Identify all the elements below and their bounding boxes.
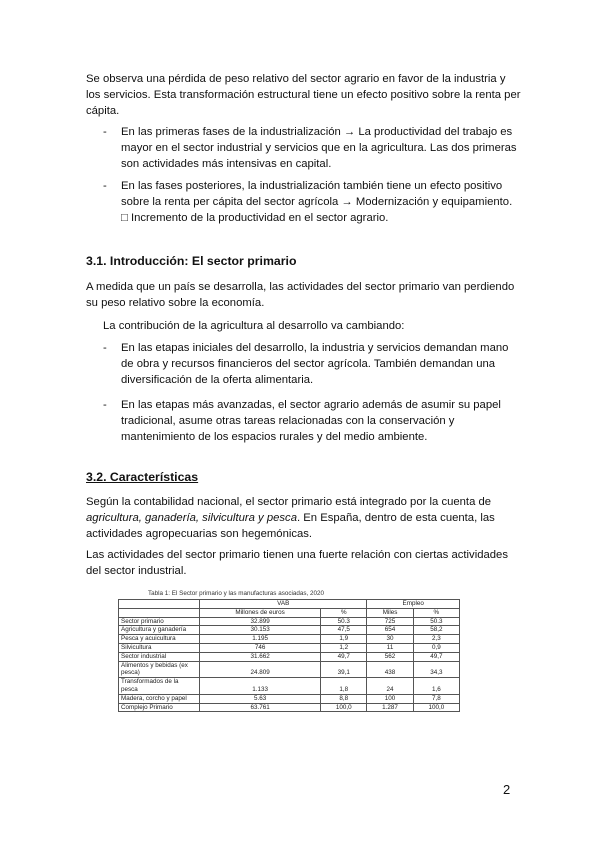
- text-line: actividades agropecuarias son hegemónicas.: [86, 528, 313, 540]
- table-cell: 63.761: [200, 703, 321, 712]
- section-heading-3-2: 3.2. Características: [86, 470, 199, 484]
- text-line: diversificación de la oferta alimentaria.: [121, 374, 314, 386]
- bullet-item: [121, 124, 521, 172]
- table-cell: 39,1: [321, 661, 367, 678]
- table-subheader: %: [413, 608, 459, 617]
- table-cell: 47,5: [321, 626, 367, 635]
- bullet-dash: -: [103, 399, 107, 411]
- text-line: su peso relativo sobre la economía.: [86, 297, 265, 309]
- row-label: Pesca y acuicultura: [119, 635, 200, 644]
- text-line: de obra y recursos financieros del sector agrícola. También demandan una: [121, 358, 496, 370]
- table-row: [119, 617, 460, 626]
- row-label: Sector industrial: [119, 652, 200, 661]
- table-cell: 1,6: [413, 678, 459, 695]
- table-cell: 1,9: [321, 635, 367, 644]
- table-cell: 31.662: [200, 652, 321, 661]
- table-cell: 8,8: [321, 694, 367, 703]
- table-cell: 746: [200, 643, 321, 652]
- table-corner-cell: [119, 608, 200, 617]
- table-cell: 562: [367, 652, 413, 661]
- table-group-header: Empleo: [367, 600, 460, 609]
- text-line: mayor en el sector industrial y servicios que en la agricultura. Las dos primeras: [121, 142, 517, 154]
- table-row: [119, 652, 460, 661]
- bullet-dash: -: [103, 180, 107, 192]
- table-cell: 1.195: [200, 635, 321, 644]
- table-cell: 30: [367, 635, 413, 644]
- data-table: [118, 599, 460, 712]
- table-row: [119, 661, 460, 678]
- table-cell: 0,9: [413, 643, 459, 652]
- row-label: Silvicultura: [119, 643, 200, 652]
- page-number: 2: [503, 782, 511, 797]
- table-group-header: VAB: [200, 600, 367, 609]
- bullet-item: [121, 178, 521, 226]
- text-line: En las primeras fases de la industrialización → La productividad del trabajo es: [121, 126, 513, 138]
- contribution-line: La contribución de la agricultura al desarrollo va cambiando:: [103, 320, 405, 332]
- table-row: [119, 678, 460, 695]
- row-label: Agricultura y ganadería: [119, 626, 200, 635]
- table-corner-cell: [119, 600, 200, 609]
- table-title: Tabla 1: El Sector primario y las manufacturas asociadas, 2020: [148, 590, 325, 597]
- section2-paragraph-1: [86, 494, 526, 542]
- text-line: cápita.: [86, 105, 120, 117]
- table-subheader: Miles: [367, 608, 413, 617]
- text-line: En las etapas más avanzadas, el sector agrario además de asumir su papel: [121, 399, 501, 411]
- table-cell: 725: [367, 617, 413, 626]
- table-cell: 1,8: [321, 678, 367, 695]
- table-cell: 2,3: [413, 635, 459, 644]
- table-cell: 50.3: [321, 617, 367, 626]
- row-label: Sector primario: [119, 617, 200, 626]
- table-row: [119, 703, 460, 712]
- table-cell: 49,7: [413, 652, 459, 661]
- row-label: Transformados de la pesca: [119, 678, 200, 695]
- text-line: del sector industrial.: [86, 565, 187, 577]
- text-line: En las fases posteriores, la industrialización también tiene un efecto positivo: [121, 180, 503, 192]
- table-cell: 49,7: [321, 652, 367, 661]
- bullet-item: [121, 397, 521, 445]
- table-cell: 58,2: [413, 626, 459, 635]
- text-span: . En España, dentro de esta cuenta, las: [296, 512, 495, 524]
- table-row: [119, 694, 460, 703]
- row-label: Alimentos y bebidas (ex pesca): [119, 661, 200, 678]
- table-row: [119, 643, 460, 652]
- table-cell: 654: [367, 626, 413, 635]
- text-line: sobre la renta per cápita del sector agrícola → Modernización y equipamiento.: [121, 196, 513, 208]
- text-line: tradicional, asume otras tareas relacionadas con la conservación y: [121, 415, 455, 427]
- bullet-item: [121, 340, 521, 388]
- text-line: Se observa una pérdida de peso relativo del sector agrario en favor de la industria y: [86, 73, 506, 85]
- table-cell: 34,3: [413, 661, 459, 678]
- text-line: Según la contabilidad nacional, el sector primario está integrado por la cuenta de: [86, 496, 492, 508]
- table-cell: 50.3: [413, 617, 459, 626]
- text-line: Las actividades del sector primario tienen una fuerte relación con ciertas actividades: [86, 549, 508, 561]
- text-line: A medida que un país se desarrolla, las actividades del sector primario van perdiendo: [86, 281, 515, 293]
- text-line: En las etapas iniciales del desarrollo, la industria y servicios demandan mano: [121, 342, 509, 354]
- text-line: [86, 510, 526, 526]
- table-row: [119, 626, 460, 635]
- table-cell: 1.133: [200, 678, 321, 695]
- table-cell: 100,0: [413, 703, 459, 712]
- table-cell: 100,0: [321, 703, 367, 712]
- table-cell: 7,8: [413, 694, 459, 703]
- text-line: □ Incremento de la productividad en el sector agrario.: [121, 212, 389, 224]
- bullet-dash: -: [103, 126, 107, 138]
- text-line: mantenimiento de los espacios rurales y del medio ambiente.: [121, 431, 428, 443]
- section-heading-3-1: 3.1. Introducción: El sector primario: [86, 254, 297, 268]
- table-cell: 438: [367, 661, 413, 678]
- table-subheader: Millones de euros: [200, 608, 321, 617]
- table-cell: 24: [367, 678, 413, 695]
- table-cell: 5.63: [200, 694, 321, 703]
- table-cell: 11: [367, 643, 413, 652]
- italic-accounts: agricultura, ganadería, silvicultura y pesca: [86, 512, 297, 524]
- table-subheader-row: [119, 608, 460, 617]
- intro-paragraph: [86, 71, 526, 119]
- text-line: son actividades más intensivas en capital.: [121, 158, 332, 170]
- table-cell: 30.153: [200, 626, 321, 635]
- table-header-row: [119, 600, 460, 609]
- row-label: Complejo Primario: [119, 703, 200, 712]
- section2-paragraph-2: [86, 547, 526, 579]
- table-cell: 1.287: [367, 703, 413, 712]
- table-cell: 32.899: [200, 617, 321, 626]
- text-line: los servicios. Esta transformación estructural tiene un efecto positivo sobre la renta per: [86, 89, 521, 101]
- table-cell: 24.809: [200, 661, 321, 678]
- table-subheader: %: [321, 608, 367, 617]
- row-label: Madera, corcho y papel: [119, 694, 200, 703]
- section1-paragraph: [86, 279, 526, 311]
- bullet-dash: -: [103, 342, 107, 354]
- table-cell: 100: [367, 694, 413, 703]
- table-cell: 1,2: [321, 643, 367, 652]
- table-row: [119, 635, 460, 644]
